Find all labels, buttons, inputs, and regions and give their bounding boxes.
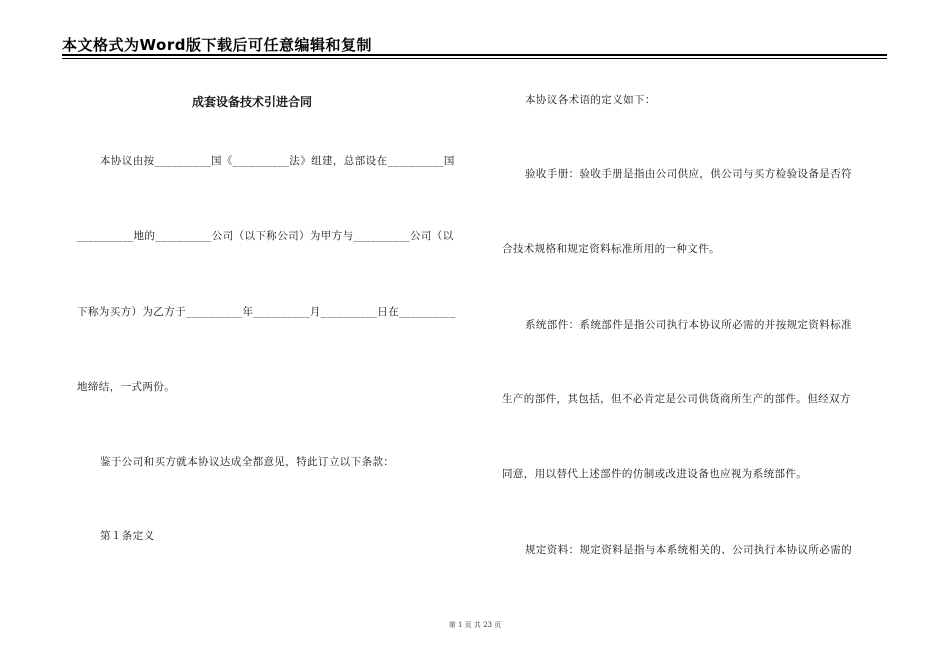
left-paragraph-line: 地缔结，一式两份。 — [77, 381, 176, 393]
section-heading: 第１条定义 — [100, 530, 155, 542]
left-paragraph-line: 本协议由按__________国《__________法》组建，总部设在__________国 — [100, 155, 455, 167]
right-paragraph-line: 系统部件：系统部件是指公司执行本协议所必需的并按规定资料标准 — [525, 319, 852, 331]
left-paragraph-line: __________地的__________公司（以下称公司）为甲方与__________公司（以 — [77, 230, 454, 242]
right-paragraph-line: 生产的部件，其包括，但不必肯定是公司供货商所生产的部件。但经双方 — [502, 393, 851, 405]
right-paragraph-line: 规定资料：规定资料是指与本系统相关的、公司执行本协议所必需的 — [525, 544, 852, 556]
right-paragraph-line: 本协议各术语的定义如下： — [525, 94, 656, 106]
header-rule-thin — [62, 58, 887, 59]
right-paragraph-line: 验收手册：验收手册是指由公司供应，供公司与买方检验设备是否符 — [525, 168, 852, 180]
document-title: 成套设备技术引进合同 — [192, 95, 313, 109]
left-paragraph-line: 鉴于公司和买方就本协议达成全都意见，特此订立以下条款： — [100, 456, 395, 468]
left-paragraph-line: 下称为买方）为乙方于__________年__________月__________日在__________ — [77, 306, 456, 318]
page-footer: 第 1 页 共 23 页 — [448, 621, 502, 629]
header-rule-thick — [62, 54, 887, 56]
right-paragraph-line: 合技术规格和规定资料标准所用的一种文件。 — [502, 243, 720, 255]
right-paragraph-line: 同意，用以替代上述部件的仿制或改进设备也应视为系统部件。 — [502, 468, 808, 480]
document-header-title: 本文格式为Word版下载后可任意编辑和复制 — [62, 36, 372, 54]
